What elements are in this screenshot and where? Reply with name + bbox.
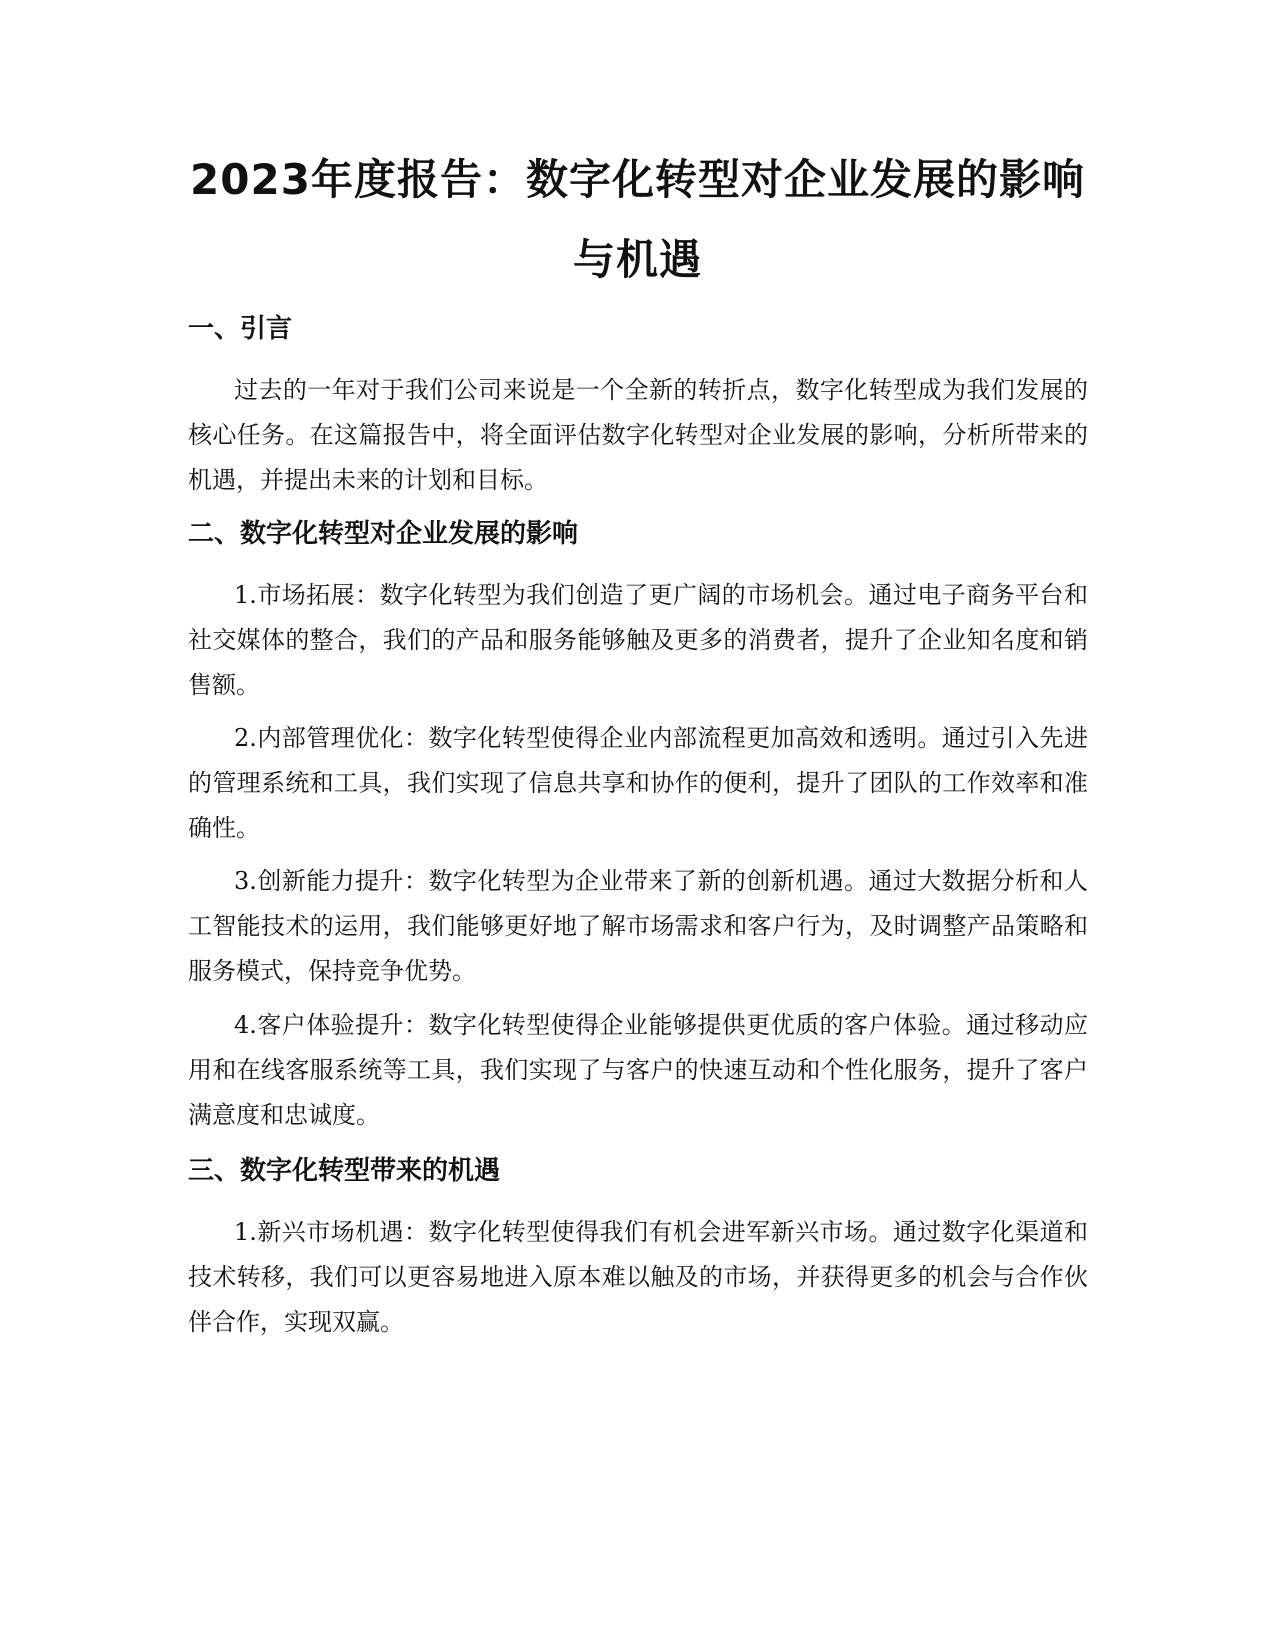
paragraph-customer-experience: 4.客户体验提升：数字化转型使得企业能够提供更优质的客户体验。通过移动应用和在线客服系统等工具，我们实现了与客户的快速互动和个性化服务，提升了客户满意度和忠诚度。 <box>188 1011 1088 1129</box>
paragraph-introduction: 过去的一年对于我们公司来说是一个全新的转折点，数字化转型成为我们发展的核心任务。在这篇报告中，将全面评估数字化转型对企业发展的影响，分析所带来的机遇，并提出未来的计划和目标。 <box>188 376 1088 494</box>
document-title: 2023年度报告：数字化转型对企业发展的影响与机遇 <box>190 155 1085 284</box>
paragraph-market-expansion: 1.市场拓展：数字化转型为我们创造了更广阔的市场机会。通过电子商务平台和社交媒体的整合，我们的产品和服务能够触及更多的消费者，提升了企业知名度和销售额。 <box>188 581 1088 699</box>
paragraph-emerging-markets: 1.新兴市场机遇：数字化转型使得我们有机会进军新兴市场。通过数字化渠道和技术转移，我们可以更容易地进入原本难以触及的市场，并获得更多的机会与合作伙伴合作，实现双赢。 <box>188 1218 1088 1336</box>
paragraph-innovation: 3.创新能力提升：数字化转型为企业带来了新的创新机遇。通过大数据分析和人工智能技术的运用，我们能够更好地了解市场需求和客户行为，及时调整产品策略和服务模式，保持竞争优势。 <box>188 867 1088 985</box>
section-heading-impact: 二、数字化转型对企业发展的影响 <box>188 519 579 549</box>
section-heading-opportunities: 三、数字化转型带来的机遇 <box>188 1156 501 1186</box>
paragraph-internal-management: 2.内部管理优化：数字化转型使得企业内部流程更加高效和透明。通过引入先进的管理系统和工具，我们实现了信息共享和协作的便利，提升了团队的工作效率和准确性。 <box>188 724 1088 842</box>
section-heading-introduction: 一、引言 <box>188 314 293 344</box>
